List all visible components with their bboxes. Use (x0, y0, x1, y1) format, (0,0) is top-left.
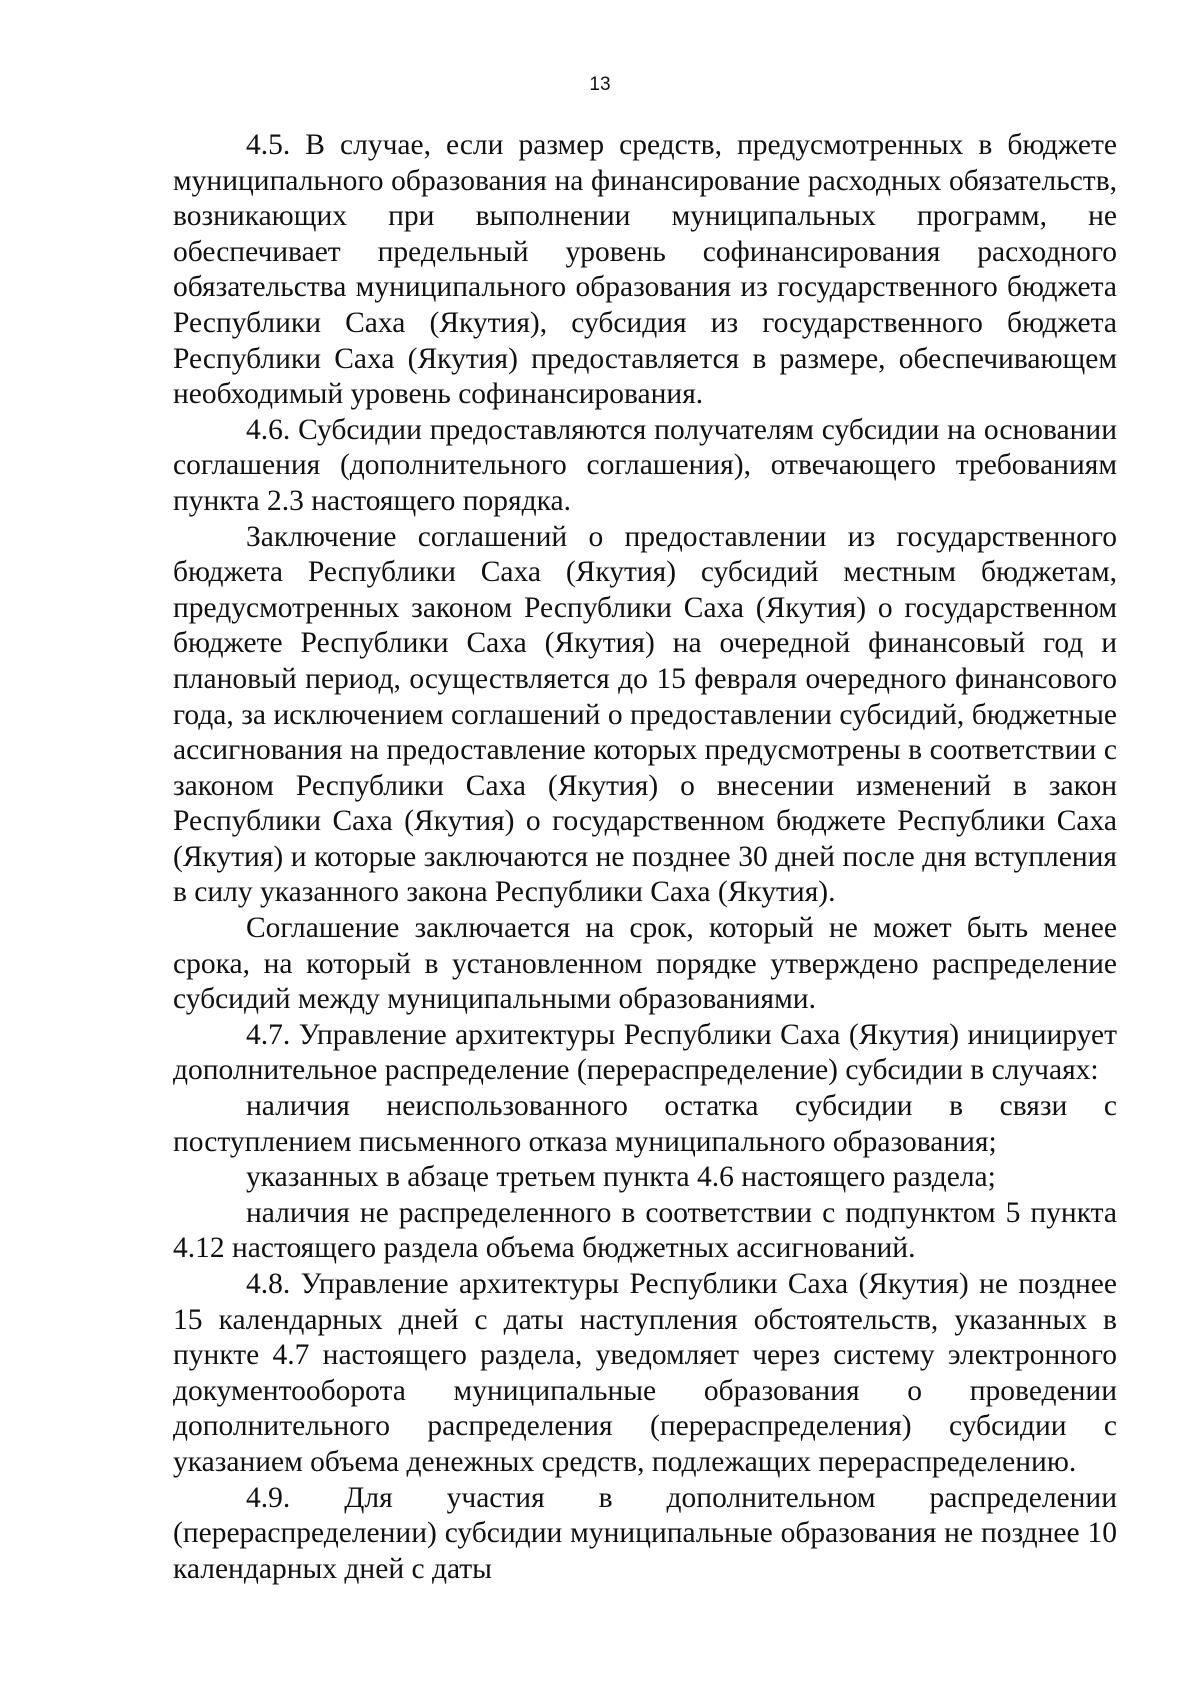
document-body (173, 128, 1117, 1587)
paragraph-4-5: 4.5. В случае, если размер средств, предусмотренных в бюджете муниципального образования на финансирование расходных обязательств, возникающих при выполнении муниципальных программ, не обеспечивает предельный уровень софинансирования расходного обязательства муниципального образования из государственного бюджета Республики Саха (Якутия), субсидия из государственного бюджета Республики Саха (Якутия) предоставляется в размере, обеспечивающем необходимый уровень софинансирования. (173, 129, 1117, 411)
paragraph-4-7: 4.7. Управление архитектуры Республики Саха (Якутия) инициирует дополнительное распределение (перераспределение) субсидии в случаях: (173, 1018, 1117, 1087)
paragraph-case-undistributed: наличия не распределенного в соответствии с подпунктом 5 пункта 4.12 настоящего раздела объема бюджетных ассигнований. (173, 1196, 1117, 1265)
paragraph-agreement-conclusion: Заключение соглашений о предоставлении из государственного бюджета Республики Саха (Якутия) субсидий местным бюджетам, предусмотренных законом Республики Саха (Якутия) о государственном бюджете Республики Саха (Якутия) на очередной финансовый год и плановый период, осуществляется до 15 февраля очередного финансового года, за исключением соглашений о предоставлении субсидий, бюджетные ассигнования на предоставление которых предусмотрены в соответствии с законом Республики Саха (Якутия) о внесении изменений в закон Республики Саха (Якутия) о государственном бюджете Республики Саха (Якутия) и которые заключаются не позднее 30 дней после дня вступления в силу указанного закона Республики Саха (Якутия). (173, 520, 1117, 909)
paragraph-4-6: 4.6. Субсидии предоставляются получателям субсидии на основании соглашения (дополнительного соглашения), отвечающего требованиям пункта 2.3 настоящего порядка. (173, 413, 1117, 517)
paragraph-case-third-abzats: указанных в абзаце третьем пункта 4.6 настоящего раздела; (246, 1161, 996, 1194)
page-number: 13 (589, 74, 611, 95)
paragraph-agreement-term: Соглашение заключается на срок, который не может быть менее срока, на который в установленном порядке утверждено распределение субсидий между муниципальными образованиями. (173, 912, 1117, 1016)
paragraph-4-8: 4.8. Управление архитектуры Республики Саха (Якутия) не позднее 15 календарных дней с даты наступления обстоятельств, указанных в пункте 4.7 настоящего раздела, уведомляет через систему электронного документооборота муниципальные образования о проведении дополнительного распределения (перераспределения) субсидии с указанием объема денежных средств, подлежащих перераспределению. (173, 1268, 1117, 1478)
paragraph-4-9: 4.9. Для участия в дополнительном распределении (перераспределении) субсидии муниципальные образования не позднее 10 календарных дней с даты (173, 1481, 1117, 1585)
paragraph-case-unused-balance: наличия неиспользованного остатка субсидии в связи с поступлением письменного отказа муниципального образования; (173, 1090, 1117, 1158)
